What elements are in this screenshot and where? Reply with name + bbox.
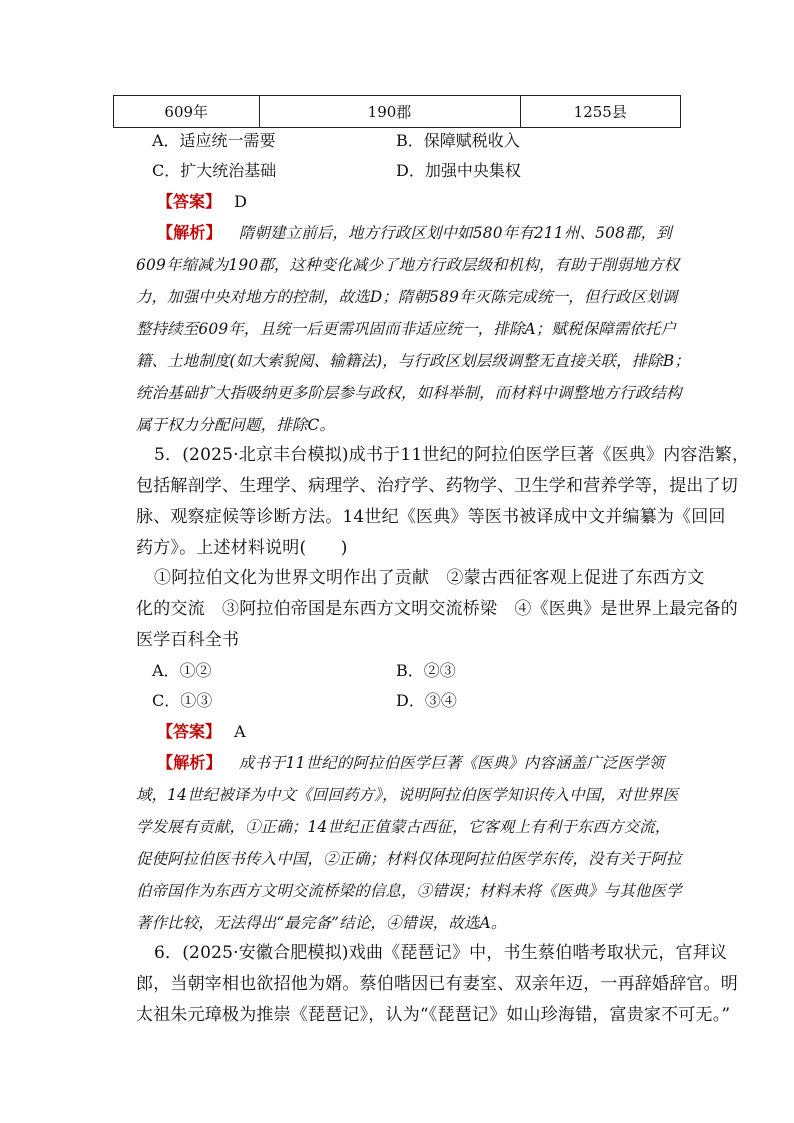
q4-option-d: D．加强中央集权 (396, 161, 521, 180)
q5-option-b: B．②③ (396, 661, 456, 680)
q5-option-c: C．①③ (152, 691, 213, 710)
analysis-label: 【解析】 (157, 753, 222, 772)
q5-stem-line-3: 脉、观察症候等诊断方法。14世纪《医典》等医书被译成中文并编纂为《回回 (136, 507, 726, 527)
q5-option-d: D．③④ (396, 691, 457, 710)
table-cell-counties: 1255县 (520, 96, 681, 128)
q4-analysis-line-2: 609年缩减为190郡，这种变化减少了地方行政层级和机构，有助于削弱地方权 (136, 256, 680, 274)
q4-option-a: A．适应统一需要 (152, 131, 276, 150)
q5-analysis-line-5: 伯帝国作为东西方文明交流桥梁的信息，③错误；材料未将《医典》与其他医学 (136, 882, 682, 900)
q4-analysis-line-7: 属于权力分配问题，排除C。 (136, 416, 336, 434)
data-table (113, 95, 681, 128)
q4-option-b: B．保障赋税收入 (396, 131, 520, 150)
analysis-label: 【解析】 (157, 223, 222, 242)
q4-analysis-line-4: 整持续至609年，且统一后更需巩固而非适应统一，排除A；赋税保障需依托户 (136, 320, 677, 338)
q5-answer (157, 722, 246, 742)
table-cell-prefectures: 190郡 (259, 96, 520, 128)
q4-analysis-line-5: 籍、土地制度(如大索貌阅、输籍法)，与行政区划层级调整无直接关联，排除B； (136, 352, 691, 370)
q5-analysis-line-3: 学发展有贡献，①正确；14世纪正值蒙古西征，它客观上有利于东西方交流， (136, 818, 671, 836)
table-row (114, 96, 681, 128)
q6-stem-line-2: 郎，当朝宰相也欲招他为婿。蔡伯喈因已有妻室、双亲年迈，一再辞婚辞官。明 (136, 974, 738, 994)
q6-stem-line-1: 6．(2025·安徽合肥模拟)戏曲《琵琶记》中，书生蔡伯喈考取状元，官拜议 (154, 943, 728, 963)
q4-analysis-line-3: 力，加强中央对地方的控制，故选D；隋朝589年灭陈完成统一，但行政区划调 (136, 288, 678, 306)
q5-statement-line-3: 医学百科全书 (136, 630, 240, 650)
q5-analysis-line-1: 【解析】 成书于11世纪的阿拉伯医学巨著《医典》内容涵盖广泛医学领 (157, 753, 665, 772)
q4-answer (157, 192, 247, 212)
q5-statement-line-2: 化的交流 ③阿拉伯帝国是东西方文明交流桥梁 ④《医典》是世界上最完备的 (136, 599, 738, 619)
answer-value: D (234, 192, 247, 211)
q4-analysis-line-6: 统治基础扩大指吸纳更多阶层参与政权，如科举制，而材料中调整地方行政结构 (136, 384, 682, 402)
q5-option-a: A．①② (152, 661, 212, 680)
answer-label: 【答案】 (157, 192, 222, 211)
q6-stem-line-3: 太祖朱元璋极为推崇《琵琶记》，认为“《琵琶记》如山珍海错，富贵家不可无。” (136, 1005, 731, 1025)
q5-analysis-line-4: 促使阿拉伯医书传入中国，②正确；材料仅体现阿拉伯医学东传，没有关于阿拉 (136, 850, 682, 868)
q4-analysis-line-1: 【解析】 隋朝建立前后，地方行政区划中如580年有211州、508郡，到 (157, 223, 672, 242)
answer-label: 【答案】 (157, 722, 222, 741)
q5-stem-line-2: 包括解剖学、生理学、病理学、治疗学、药物学、卫生学和营养学等，提出了切 (136, 476, 738, 496)
q4-option-c: C．扩大统治基础 (152, 161, 277, 180)
table-cell-year: 609年 (114, 96, 260, 128)
q5-stem-line-4: 药方》。上述材料说明( ) (136, 538, 348, 558)
q5-statement-line-1: ①阿拉伯文化为世界文明作出了贡献 ②蒙古西征客观上促进了东西方文 (154, 568, 705, 588)
q5-analysis-line-2: 域，14世纪被译为中文《回回药方》，说明阿拉伯医学知识传入中国，对世界医 (136, 786, 679, 804)
answer-value: A (234, 722, 246, 741)
q5-stem-line-1: 5．(2025·北京丰台模拟)成书于11世纪的阿拉伯医学巨著《医典》内容浩繁， (154, 445, 750, 465)
q5-analysis-line-6: 著作比较，无法得出“最完备”结论，④错误，故选A。 (136, 914, 507, 932)
